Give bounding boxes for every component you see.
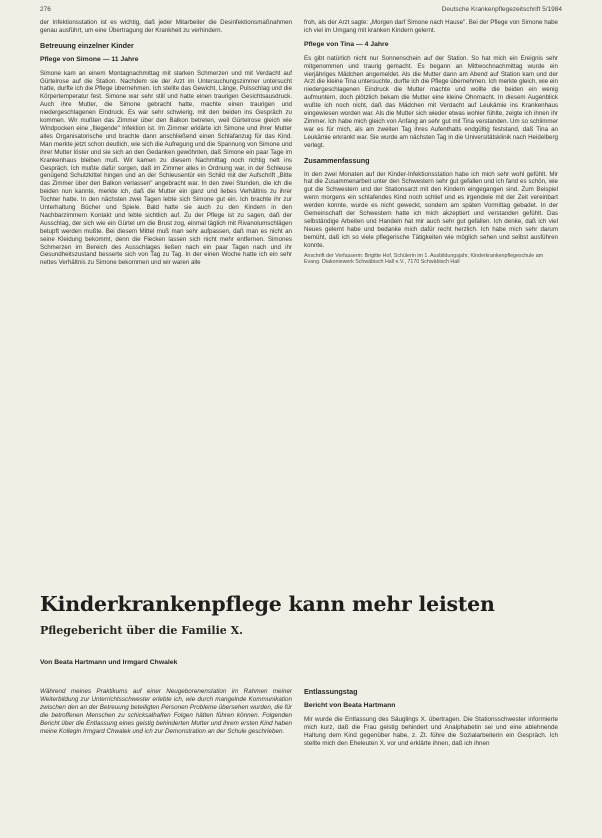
lead-paragraph: Während meines Praktikums auf einer Neugeborenenstation im Rahmen meiner Weiterbildung zur Unterrichtsschwester erlebte ich, wie durch mangelnde Kommunikation zwischen den an der Betreuung beteiligten Personen Probleme übersehen wurden, die für die betroffenen Menschen zu schicksalhaften Folgen hätten führen können. Folgenden Bericht über die Entlassung eines geistig behinderten Mutter und ihrem ersten Kind haben meine Kollegin Irmgard Chwalek und ich zur Demonstration an der Schule geschrieben. <box>40 688 292 735</box>
body-paragraph: Es gibt natürlich nicht nur Sonnenschein auf der Station. So hat mich ein Ereignis sehr mitgenommen und traurig gemacht. Es begann an Mittwochnachmittag wurde ein vierjähriges Mädchen angemeldet. Als die Mutter dann am Abend auf Station kam und der Arzt die kleine Tina untersuchte, durfte ich die Pflege übernehmen. Ich merkte gleich, wie ein niedergeschlagenen Eindruck die Mutter machte und wollte die beiden ein wenig aufmuntern, doch plötzlich bekam die Mutter eine kleine Ohnmacht. In diesem Augenblick wußte ich noch nicht, daß das Mädchen mit Verdacht auf Leukämie ins Krankenhaus eingewiesen worden war. Als die Mutter sich wieder etwas wohler fühlte, zeigte ich ihnen ihr Zimmer. Ich habe mich gleich von Anfang an sehr gut mit Tina verstanden. Um so schlimmer war es für mich, als am zweiten Tag ihres Aufenthalts endgültig feststand, daß Tina an Leukämie erkrankt war. Sie wurde am nächsten Tag in die Universitätsklinik nach Heidelberg verlegt. <box>304 54 558 149</box>
section-heading: Entlassungstag <box>304 687 358 696</box>
subheading: Bericht von Beata Hartmann <box>304 702 396 709</box>
intro-paragraph: froh, als der Arzt sagte: „Morgen darf Simone nach Hause". Bei der Pflege von Simone habe ich viel im Umgang mit kranken Kindern gelernt. <box>304 19 558 34</box>
article-subtitle: Pflegebericht über die Familie X. <box>40 624 243 637</box>
right-column <box>304 19 558 269</box>
article2-right-column <box>304 688 558 748</box>
body-paragraph: Simone kam an einem Montagnachmittag mit starken Schmerzen und mit Verdacht auf Gürtelrose auf die Station. Nachdem sie der Arzt im Untersuchungszimmer untersucht hatte, durfte ich die Pflege übernehmen. Ich stellte das Gewicht, Länge, Pulsschlag und die Körpertemperatur fest. Simone war sehr still und hatte einen traurigen Gesichtsausdruck. Auch ihre Mutter, die Simone gebracht hatte, machte einen traurigen und niedergeschlagenen Eindruck. Es war sehr schwierig, mit den beiden ins Gespräch zu kommen. Wir mußten das Zimmer über den Balkon betreten, weil Gürtelrose gleich wie Windpocken eine „fliegende" Infektion ist. Im Zimmer erklärte ich Simone und ihrer Mutter alles Organisatorische und brachte dann anschließend einen Schlafanzug für das Kind. Man merkte jetzt schon deutlich, wie sich die Aufregung und die Spannung von Simone und ihrer Mutter löster und sie sich an den Gedanken gewöhnten, daß Simone ein paar Tage im Krankenhaus bleiben muß. Wir kamen zu diesem Nachmittag noch richtig nett ins Gespräch. Ich mußte dafür sorgen, daß im Zimmer alles in Ordnung war, in der Schleuse genügend Schutzkittel hingen und an der Schleusentür ein Schild mit der Aufschrift „Bitte das Zimmer über den Balkon verlassen" angebracht war. In den zwei Stunden, die ich die beiden nun kannte, merkte ich, daß die Mutter ein ganz und liebes Verhältnis zu ihrer Tochter hatte. In den nächsten zwei Tagen lebte sich Simone gut ein. Ich brachte ihr zur Unterhaltung Bücher und Spiele. Bald hatte sie auch zu den Kindern in den Nachbarzimmern Kontakt und lebte sichtlich auf. Zu der Pflege ist zu sagen, daß der Ausschlag, der sich wie ein Gürtel um die Brust zog, einmal täglich mit Rivanolumschlägen betupft werden mußte. Bei diesem Mittel muß man sehr aufpassen, daß man es nicht an seine Kleidung bekommt, denn die Flecken lassen sich nicht mehr entfernen. Simones Schmerzen im Bereich des Ausschlages ließen nach ein paar Tagen nach und ihr Gesundheitszustand besserte sich von Tag zu Tag. In der einen Woche hatte ich ein sehr nettes Verhältnis zu Simone bekommen und wir waren alle <box>40 69 292 267</box>
author-footnote: Anschrift der Verfasserin: Brigitte Hof, Schülerin im 1. Ausbildungsjahr, Kinderkrankenpflegeschule am Evang. Diakoniewerk Schwäbisch Hall e.V., 7170 Schwäbisch Hall <box>304 252 544 266</box>
lead-column <box>40 688 292 736</box>
section-heading: Zusammenfassung <box>304 155 370 165</box>
journal-name: Deutsche Krankenpflegezeitschrift 5/1984 <box>441 6 562 13</box>
body-paragraph: Mir wurde die Entlassung des Säuglings X. übertragen. Die Stationsschwester informierte mich kurz, daß die Frau geistig behindert und Analphabetin sei und eine ablehnende Haltung dem Kind gegenüber habe, z. Zt. führe die Sozialarbeiterin ein Gespräch. Ich stellte mich den Eheleuten X. vor und erklärte ihnen, daß ich ihnen <box>304 716 558 747</box>
article-title: Kinderkrankenpflege kann mehr leisten <box>40 592 495 616</box>
subheading: Pflege von Simone — 11 Jahre <box>40 55 139 63</box>
section-heading: Betreuung einzelner Kinder <box>40 40 134 50</box>
summary-paragraph: In den zwei Monaten auf der Kinder-Infektionsstation habe ich mich sehr wohl gefühlt. Mir hat die Zusammenarbeit unter den Schwestern sehr gut gefallen und ich fand es schön, wie gut die Schwestern und der Stationsarzt mit den Kindern eingegangen sind. Zum Beispiel wenn morgens ein schlafendes Kind noch schlief und es irgendwie mit der Zeit vereinbart werden konnte, wurde es nicht geweckt, sondern am späten Vormittag gebadet. In der Gemeinschaft der Schwestern hatte ich mich akzeptiert und verstanden gefühlt. Das selbständige Arbeiten und Handeln hat mir auch sehr gut gefallen. Ich denke, daß ich viel Neues gelernt habe und bedanke mich dafür recht herzlich. Ich habe mich sehr darum bemüht, daß ich so viele pflegerische Tätigkeiten wie möglich sehen und selbst ausführen konnte. <box>304 170 558 249</box>
left-column <box>40 19 292 270</box>
intro-paragraph: der Infektionsstation ist es wichtig, daß jeder Mitarbeiter die Desinfektionsmaßnahmen genau ausführt, um eine Übertragung der Krankheit zu verhindern. <box>40 19 292 34</box>
byline: Von Beata Hartmann und Irmgard Chwalek <box>40 659 178 666</box>
running-header <box>40 6 562 13</box>
page-number: 276 <box>40 6 51 13</box>
subheading: Pflege von Tina — 4 Jahre <box>304 40 389 48</box>
